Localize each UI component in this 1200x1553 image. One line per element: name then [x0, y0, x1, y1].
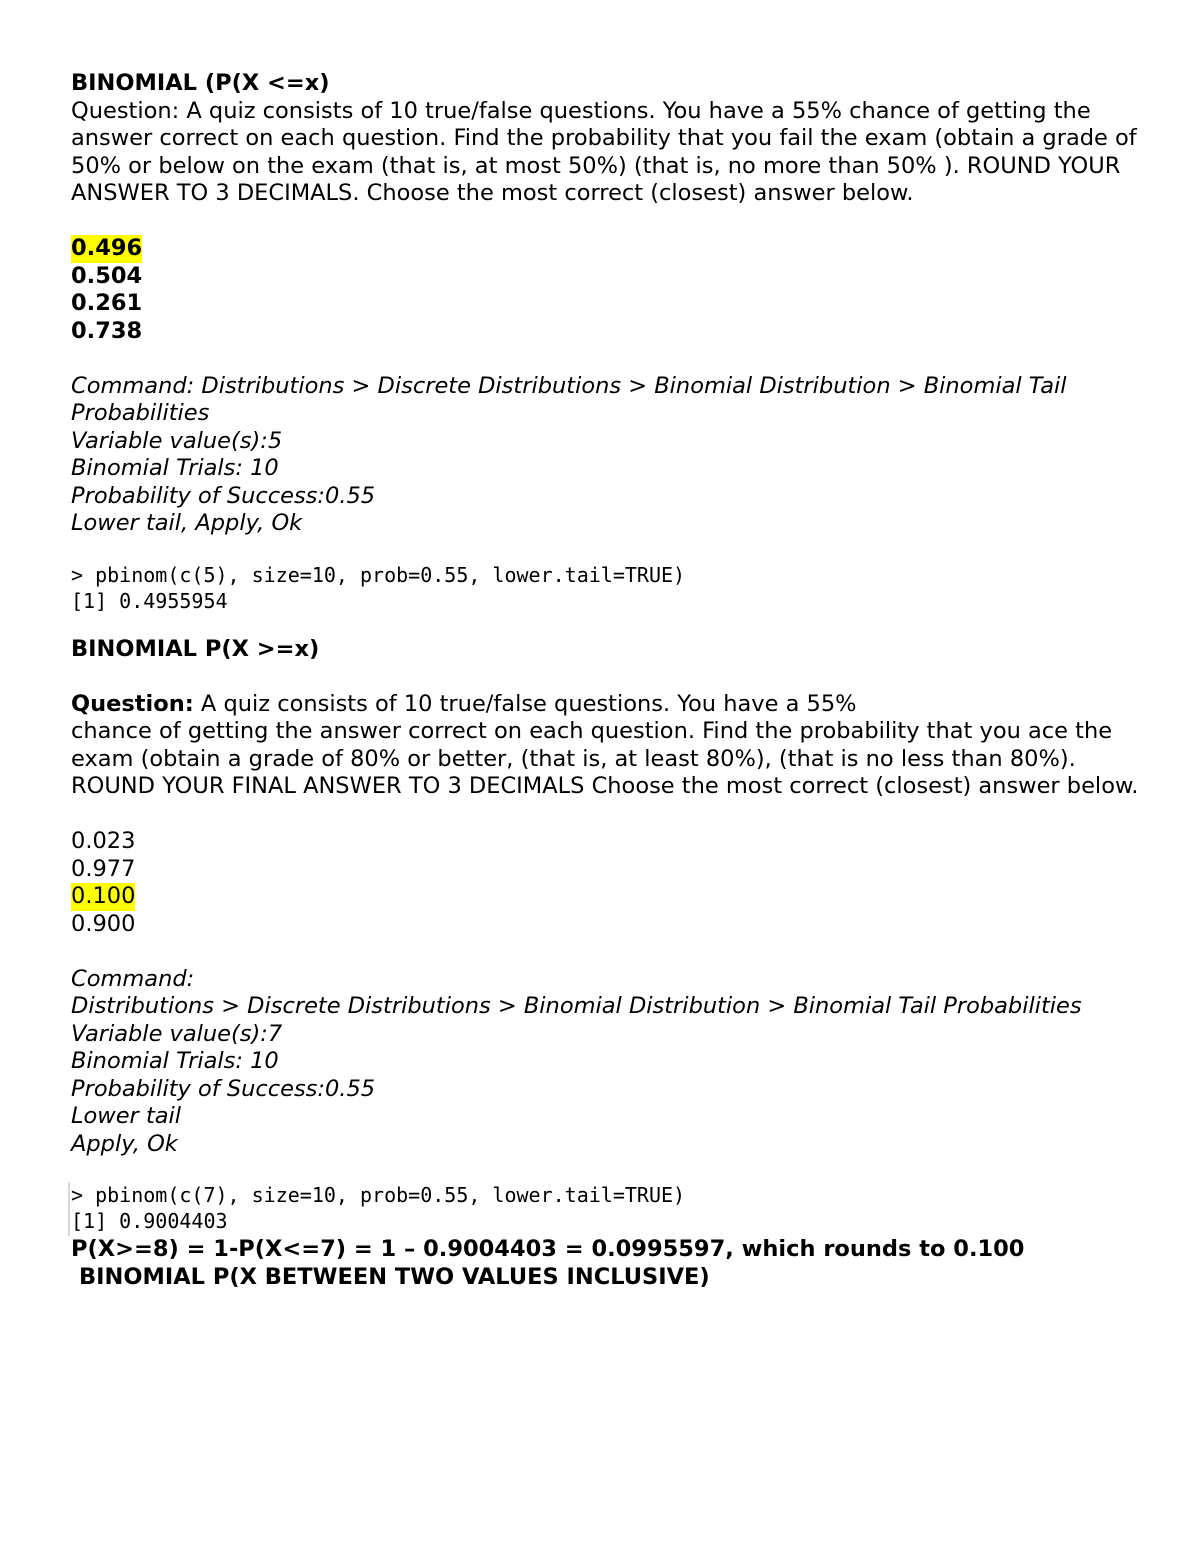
- option-2-text: 0.977: [71, 855, 136, 882]
- option-4: [71, 911, 1141, 939]
- option-3-text: 0.100: [71, 883, 136, 909]
- option-3: [71, 883, 1141, 911]
- spacer: [71, 208, 1141, 236]
- section1-question: Question: A quiz consists of 10 true/false questions. You have a 55% chance of getting the answer correct on each question. Find the probability that you fail the exam (obtain a grade of 50% or below on the exam (that is, at most 50%) (that is, no more than 50% ). ROUND YOUR ANSWER TO 3 DECIMALS. Choose the most correct (closest) answer below.: [71, 97, 1137, 206]
- document-page: [71, 70, 1141, 1291]
- console-output: [1] 0.4955954: [71, 588, 228, 613]
- section2-question: [71, 691, 1141, 719]
- spacer: [71, 663, 1141, 691]
- command-line: Command: Distributions > Discrete Distributions > Binomial Distribution > Binomial Tail Probabilities: [71, 372, 1067, 426]
- option-3: [71, 290, 1141, 318]
- section2-options: [71, 828, 1141, 938]
- option-4: [71, 318, 1141, 346]
- option-1-text: 0.496: [71, 235, 143, 261]
- option-3-text: 0.261: [71, 290, 143, 316]
- spacer: [71, 1158, 1141, 1182]
- question-text: A quiz consists of 10 true/false questions. You have a 55%: [193, 690, 857, 717]
- spacer: [71, 345, 1141, 373]
- command-line: Lower tail: [71, 1103, 182, 1129]
- console-command: > pbinom(c(7), size=10, prob=0.55, lower.tail=TRUE): [71, 1183, 686, 1207]
- command-line: Variable value(s):5: [71, 427, 283, 454]
- section3-heading: BINOMIAL P(X BETWEEN TWO VALUES INCLUSIVE): [79, 1263, 710, 1290]
- command-line: Probability of Success:0.55: [71, 482, 376, 509]
- option-2: [71, 856, 1141, 884]
- section2-result: P(X>=8) = 1-P(X<=7) = 1 – 0.9004403 = 0.0995597, which rounds to 0.100: [71, 1236, 1025, 1262]
- option-2: [71, 263, 1141, 291]
- section1-options: [71, 235, 1141, 345]
- option-2-text: 0.504: [71, 262, 143, 289]
- command-line: Distributions > Discrete Distributions > Binomial Distribution > Binomial Tail Probabilities: [71, 993, 1082, 1019]
- section2-command: [71, 966, 1141, 1159]
- option-4-text: 0.738: [71, 317, 143, 344]
- command-line: Variable value(s):7: [71, 1020, 283, 1047]
- spacer: [71, 938, 1141, 966]
- spacer: [71, 801, 1141, 829]
- option-1-text: 0.023: [71, 828, 136, 854]
- option-1: [71, 235, 1141, 263]
- console-output: [1] 0.9004403: [71, 1209, 228, 1233]
- console-command: > pbinom(c(5), size=10, prob=0.55, lower.tail=TRUE): [71, 562, 686, 587]
- command-line: Command:: [71, 965, 195, 992]
- section2-heading: BINOMIAL P(X >=x): [71, 635, 320, 662]
- section2-console: [68, 1182, 1141, 1236]
- command-line: Binomial Trials: 10: [71, 1048, 279, 1074]
- command-line: Binomial Trials: 10: [71, 455, 279, 481]
- section1-heading: BINOMIAL (P(X <=x): [71, 70, 330, 96]
- command-line: Probability of Success:0.55: [71, 1075, 376, 1102]
- command-line: Lower tail, Apply, Ok: [71, 510, 303, 536]
- section1-command: [71, 373, 1141, 538]
- section1-console: [71, 538, 1141, 636]
- question-label: Question:: [71, 690, 194, 717]
- option-1: [71, 828, 1141, 856]
- command-line: Apply, Ok: [71, 1130, 178, 1157]
- section2-question-continued: chance of getting the answer correct on each question. Find the probability that you ace the exam (obtain a grade of 80% or better, (that is, at least 80%), (that is no less than 80%). ROUND YOUR FINAL ANSWER TO 3 DECIMALS Choose the most correct (closest) answer below.: [71, 718, 1139, 799]
- option-4-text: 0.900: [71, 910, 136, 937]
